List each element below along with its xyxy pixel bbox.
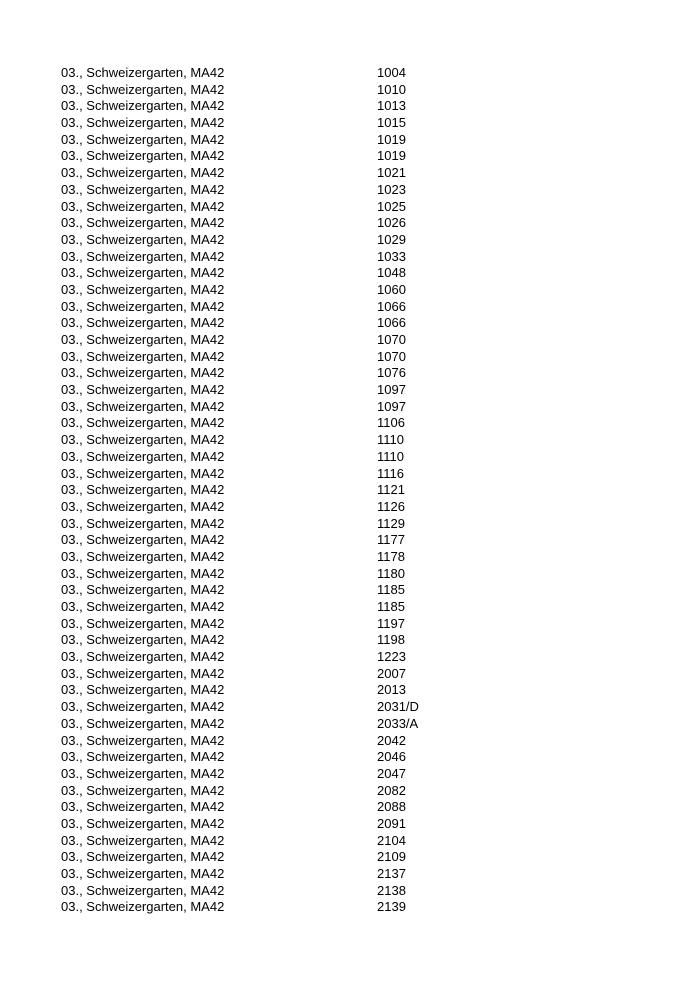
location-text: 03., Schweizergarten, MA42: [61, 215, 225, 231]
number-text: 2031/D: [377, 699, 419, 715]
number-text: 1180: [377, 565, 405, 581]
location-text: 03., Schweizergarten, MA42: [61, 398, 225, 414]
list-item: [61, 532, 481, 549]
number-text: 1070: [377, 348, 406, 364]
location-text: 03., Schweizergarten, MA42: [61, 265, 225, 281]
location-text: 03., Schweizergarten, MA42: [61, 732, 225, 748]
list-item: [61, 666, 481, 683]
number-text: 1129: [377, 515, 405, 531]
location-text: 03., Schweizergarten, MA42: [61, 649, 225, 665]
number-text: 1029: [377, 231, 406, 247]
list-item: [61, 382, 481, 399]
location-text: 03., Schweizergarten, MA42: [61, 415, 225, 431]
number-text: 1223: [377, 649, 406, 665]
number-text: 1019: [377, 131, 406, 147]
list-item: [61, 65, 481, 82]
list-item: [61, 466, 481, 483]
list-item: [61, 315, 481, 332]
location-text: 03., Schweizergarten, MA42: [61, 548, 225, 564]
list-item: [61, 499, 481, 516]
number-text: 1110: [377, 432, 404, 448]
list-item: [61, 365, 481, 382]
number-text: 1178: [377, 548, 405, 564]
number-text: 1198: [377, 632, 405, 648]
location-text: 03., Schweizergarten, MA42: [61, 699, 225, 715]
list-item: [61, 783, 481, 800]
number-text: 2047: [377, 765, 406, 781]
list-item: [61, 132, 481, 149]
location-text: 03., Schweizergarten, MA42: [61, 298, 225, 314]
number-text: 1025: [377, 198, 406, 214]
location-text: 03., Schweizergarten, MA42: [61, 165, 225, 181]
number-text: 1013: [377, 98, 406, 114]
list-item: [61, 833, 481, 850]
number-text: 1015: [377, 115, 406, 131]
list-item: [61, 148, 481, 165]
list-item: [61, 215, 481, 232]
list-item: [61, 516, 481, 533]
list-item: [61, 582, 481, 599]
list-item: [61, 449, 481, 466]
location-text: 03., Schweizergarten, MA42: [61, 131, 225, 147]
location-text: 03., Schweizergarten, MA42: [61, 98, 225, 114]
number-text: 1048: [377, 265, 406, 281]
location-text: 03., Schweizergarten, MA42: [61, 515, 225, 531]
location-text: 03., Schweizergarten, MA42: [61, 682, 225, 698]
number-text: 1197: [377, 615, 405, 631]
number-text: 1033: [377, 248, 406, 264]
location-text: 03., Schweizergarten, MA42: [61, 448, 225, 464]
list-item: [61, 749, 481, 766]
number-text: 1097: [377, 382, 406, 398]
location-text: 03., Schweizergarten, MA42: [61, 782, 225, 798]
location-text: 03., Schweizergarten, MA42: [61, 565, 225, 581]
location-text: 03., Schweizergarten, MA42: [61, 332, 225, 347]
location-text: 03., Schweizergarten, MA42: [61, 498, 225, 514]
list-item: [61, 599, 481, 616]
location-text: 03., Schweizergarten, MA42: [61, 799, 225, 815]
location-text: 03., Schweizergarten, MA42: [61, 181, 225, 197]
location-text: 03., Schweizergarten, MA42: [61, 849, 225, 865]
list-item: [61, 399, 481, 416]
list-item: [61, 733, 481, 750]
location-text: 03., Schweizergarten, MA42: [61, 832, 225, 848]
list-item: [61, 199, 481, 216]
number-text: 1026: [377, 215, 406, 231]
number-text: 1116: [377, 465, 404, 481]
location-text: 03., Schweizergarten, MA42: [61, 65, 225, 80]
number-text: 1185: [377, 582, 405, 598]
location-text: 03., Schweizergarten, MA42: [61, 632, 225, 648]
list-item: [61, 349, 481, 366]
list-item: [61, 165, 481, 182]
number-text: 1076: [377, 365, 406, 381]
location-text: 03., Schweizergarten, MA42: [61, 765, 225, 781]
number-text: 1126: [377, 498, 405, 514]
location-text: 03., Schweizergarten, MA42: [61, 315, 225, 331]
location-text: 03., Schweizergarten, MA42: [61, 582, 225, 598]
list-item: [61, 716, 481, 733]
location-text: 03., Schweizergarten, MA42: [61, 382, 225, 398]
location-text: 03., Schweizergarten, MA42: [61, 866, 225, 881]
location-text: 03., Schweizergarten, MA42: [61, 365, 225, 381]
number-text: 1010: [377, 81, 406, 97]
list-item: [61, 849, 481, 866]
list-item: [61, 549, 481, 566]
number-text: 2138: [377, 882, 406, 898]
list-item: [61, 899, 481, 916]
number-text: 2082: [377, 782, 406, 798]
number-text: 1185: [377, 599, 405, 614]
entry-list: [61, 65, 481, 916]
location-text: 03., Schweizergarten, MA42: [61, 715, 225, 731]
number-text: 1097: [377, 398, 406, 414]
location-text: 03., Schweizergarten, MA42: [61, 281, 225, 297]
location-text: 03., Schweizergarten, MA42: [61, 465, 225, 481]
location-text: 03., Schweizergarten, MA42: [61, 615, 225, 631]
location-text: 03., Schweizergarten, MA42: [61, 532, 225, 548]
list-item: [61, 816, 481, 833]
number-text: 1004: [377, 65, 406, 80]
location-text: 03., Schweizergarten, MA42: [61, 231, 225, 247]
list-item: [61, 265, 481, 282]
location-text: 03., Schweizergarten, MA42: [61, 882, 225, 898]
number-text: 2137: [377, 866, 406, 881]
list-item: [61, 766, 481, 783]
number-text: 1121: [377, 482, 405, 498]
list-item: [61, 883, 481, 900]
list-item: [61, 415, 481, 432]
location-text: 03., Schweizergarten, MA42: [61, 432, 225, 448]
list-item: [61, 249, 481, 266]
number-text: 2013: [377, 682, 406, 698]
location-text: 03., Schweizergarten, MA42: [61, 115, 225, 131]
number-text: 1066: [377, 298, 406, 314]
list-item: [61, 482, 481, 499]
number-text: 1177: [377, 532, 405, 548]
location-text: 03., Schweizergarten, MA42: [61, 749, 225, 765]
location-text: 03., Schweizergarten, MA42: [61, 599, 225, 614]
list-item: [61, 616, 481, 633]
list-item: [61, 98, 481, 115]
list-item: [61, 115, 481, 132]
location-text: 03., Schweizergarten, MA42: [61, 248, 225, 264]
number-text: 2033/A: [377, 715, 419, 731]
number-text: 2007: [377, 665, 406, 681]
number-text: 2091: [377, 815, 406, 831]
location-text: 03., Schweizergarten, MA42: [61, 665, 225, 681]
number-text: 2046: [377, 749, 406, 765]
list-item: [61, 566, 481, 583]
list-item: [61, 232, 481, 249]
list-item: [61, 299, 481, 316]
list-item: [61, 282, 481, 299]
number-text: 1023: [377, 181, 406, 197]
number-text: 1060: [377, 281, 406, 297]
number-text: 2109: [377, 849, 406, 865]
location-text: 03., Schweizergarten, MA42: [61, 482, 225, 498]
list-item: [61, 682, 481, 699]
location-text: 03., Schweizergarten, MA42: [61, 81, 225, 97]
list-item: [61, 82, 481, 99]
list-item: [61, 699, 481, 716]
number-text: 1021: [377, 165, 406, 181]
number-text: 1066: [377, 315, 406, 331]
list-item: [61, 649, 481, 666]
number-text: 2139: [377, 899, 406, 915]
location-text: 03., Schweizergarten, MA42: [61, 815, 225, 831]
number-text: 1110: [377, 448, 404, 464]
location-text: 03., Schweizergarten, MA42: [61, 148, 225, 164]
list-item: [61, 632, 481, 649]
number-text: 1070: [377, 332, 406, 347]
list-item: [61, 432, 481, 449]
number-text: 2104: [377, 832, 406, 848]
list-item: [61, 866, 481, 883]
location-text: 03., Schweizergarten, MA42: [61, 198, 225, 214]
number-text: 2088: [377, 799, 406, 815]
list-item: [61, 332, 481, 349]
location-text: 03., Schweizergarten, MA42: [61, 899, 225, 915]
number-text: 2042: [377, 732, 406, 748]
number-text: 1019: [377, 148, 406, 164]
list-item: [61, 182, 481, 199]
list-item: [61, 799, 481, 816]
location-text: 03., Schweizergarten, MA42: [61, 348, 225, 364]
number-text: 1106: [377, 415, 405, 431]
